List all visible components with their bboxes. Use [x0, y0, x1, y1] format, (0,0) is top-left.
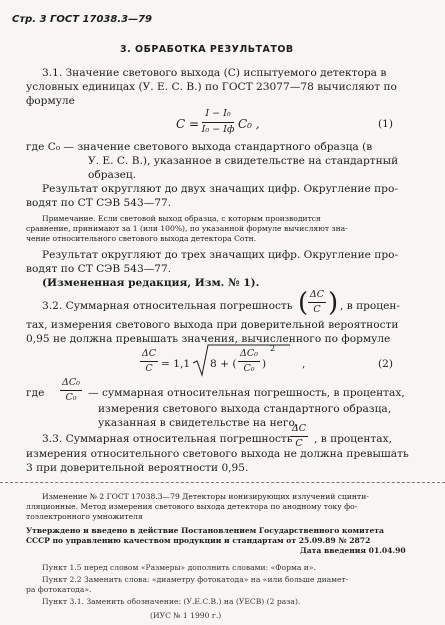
formula-1-tail: C₀ ,: [238, 117, 260, 131]
document-page: Стр. 3 ГОСТ 17038.3—79 3. ОБРАБОТКА РЕЗУЛЬТАТОВ 3.1. Значение светового выхода (C) испытуемого детектора в условных единицах (У. Е. С. В.) по ГОСТ 23077—78 вычисляют по формуле C = I − I₀ I₀ − Iф C₀ , (1) где C₀ — значение светового выхода стандартного образца (в У. Е. С. В.), указанное в свидетельстве на стандартный образец. Результат округляют до двух значащих цифр. Округление про- водят по СТ СЭВ 543—77. Примечание. Если световой выход образца, с которым производится сравнение, принимают за 1 (или 100%), по указанной формуле вычисляют зна- чение относительного светового выхода детектора Cотн. Результат округляют до трех значащих цифр. Округление про- водят по СТ СЭВ 543—77. (Измененная редакция, Изм. № 1). 3.2. Суммарная относительная погрешность ( ΔC C ) , в процен- тах, измерения светового выхода при доверительной вероятности 0,95 не должна превышать значения, вычисленного по формуле ΔC C = 1,1 8 + ( ΔC₀ C₀ ) 2 , (2) где ΔC₀ C₀ — суммарная относительная погрешность, в процентах, измерения светового выхода стандартного образца, указанная в свидетельстве на него. 3.3. Суммарная относительная погрешность ΔC C , в процентах, измерения относительного светового выхода не должна превышать 3 при доверительной вероятности 0,95. Изменение № 2 ГОСТ 17038.3—79 Детекторы ионизирующих излучений сцинти- лляционные. Метод измерения светового выхода детектора по анодному току фо- тоэлектронного умножителя Утверждено и введено в действие Постановлением Государственного комитета СССР по управлению качеством продукции и стандартам от 25.09.89 № 2872 Дата введения 01.04.90 Пункт 1.5 перед словом «Размеры» дополнить словами: «Форма и». Пункт 2.2 Заменить слова: «диаметру фотокатода» на «или больше диамет- ра фотокатода». Пункт 3.1. Заменить обозначение: (У.Е.С.В.) на (УЕСВ) (2 раза). (ИУС № 1 1990 г.): [0, 0, 445, 625]
p3-2-line2: тах, измерения светового выхода при доверительной вероятности: [26, 319, 399, 331]
where1-line3: образец.: [88, 169, 137, 181]
amend-source: (ИУС № 1 1990 г.): [150, 611, 222, 620]
round2-line2: водят по СТ СЭВ 543—77.: [26, 263, 172, 275]
frac-dc-num: ΔC: [309, 289, 325, 300]
round1-line2: водят по СТ СЭВ 543—77.: [26, 197, 172, 209]
where2-line1: — суммарная относительная погрешность, в процентах,: [88, 387, 405, 399]
where1-line2: У. Е. С. В.), указанное в свидетельстве на стандартный: [88, 155, 399, 167]
p3-3-line1b: , в процентах,: [314, 433, 392, 445]
change-line2: лляционные. Метод измерения светового выхода детектора по анодному току фо-: [26, 502, 358, 511]
change-line3: тоэлектронного умножителя: [26, 512, 143, 521]
where1-line1: где C₀ — значение светового выхода стандартного образца (в: [26, 141, 373, 153]
formula-2-eq: = 1,1: [161, 358, 191, 370]
change-line4: Утверждено и введено в действие Постановлением Государственного комитета: [26, 526, 384, 535]
formula-1-lhs: C =: [176, 117, 200, 131]
frac-dc-den: C: [313, 304, 321, 315]
where2-line3: указанная в свидетельстве на него.: [98, 417, 299, 429]
p3-3-line2: измерения относительного светового выхода не должна превышать: [26, 448, 409, 460]
p3-3-line3: 3 при доверительной вероятности 0,95.: [26, 462, 249, 474]
change-line5: СССР по управлению качеством продукции и стандартам от 25.09.89 № 2872: [26, 536, 371, 545]
amend-line2: Пункт 2.2 Заменить слова: «диаметру фотокатода» на «или больше диамет-: [42, 575, 349, 584]
round2-line1: Результат округляют до трех значащих цифр. Округление про-: [42, 249, 399, 261]
section-title: 3. ОБРАБОТКА РЕЗУЛЬТАТОВ: [120, 44, 294, 55]
p3-1-line3: формуле: [26, 95, 75, 107]
p3-3-line1a: 3.3. Суммарная относительная погрешность: [42, 433, 293, 445]
p3-2-line1b: , в процен-: [340, 300, 401, 312]
where2-line2: измерения светового выхода стандартного образца,: [98, 403, 392, 415]
p3-2-line3: 0,95 не должна превышать значения, вычисленного по формуле: [26, 333, 391, 345]
note-line2: сравнение, принимают за 1 (или 100%), по указанной формуле вычисляют зна-: [26, 224, 348, 233]
amend-line1: Пункт 1.5 перед словом «Размеры» дополнить словами: «Форма и».: [42, 563, 316, 572]
cut-line: [0, 482, 445, 483]
amend-line4: Пункт 3.1. Заменить обозначение: (У.Е.С.В.) на (УЕСВ) (2 раза).: [42, 597, 301, 606]
formula-1-number: (1): [378, 118, 394, 130]
amend-line3: ра фотокатода».: [26, 585, 92, 594]
p3-1-line1: 3.1. Значение светового выхода (C) испытуемого детектора в: [42, 67, 387, 79]
change-line1: Изменение № 2 ГОСТ 17038.3—79 Детекторы ионизирующих излучений сцинти-: [42, 492, 369, 501]
formula-1-denominator: I₀ − Iф: [201, 124, 235, 135]
change-date: Дата введения 01.04.90: [300, 546, 406, 555]
edition-note: (Измененная редакция, Изм. № 1).: [42, 277, 260, 289]
p3-1-line2: условных единицах (У. Е. С. В.) по ГОСТ 23077—78 вычисляют по: [26, 81, 397, 93]
formula-2-power: 2: [270, 344, 276, 353]
formula-2-inside: 8 + (: [210, 358, 237, 370]
note-line1: Примечание. Если световой выход образца, с которым производится: [42, 214, 321, 223]
round1-line1: Результат округляют до двух значащих цифр. Округление про-: [42, 183, 398, 195]
p3-2-line1a: 3.2. Суммарная относительная погрешность: [42, 300, 293, 312]
note-line3: чение относительного светового выхода детектора Cотн.: [26, 234, 257, 243]
page-header: Стр. 3 ГОСТ 17038.3—79: [12, 14, 152, 25]
formula-1-bar: [202, 122, 234, 123]
formula-2-number: (2): [378, 358, 394, 370]
formula-1-numerator: I − I₀: [205, 108, 231, 119]
